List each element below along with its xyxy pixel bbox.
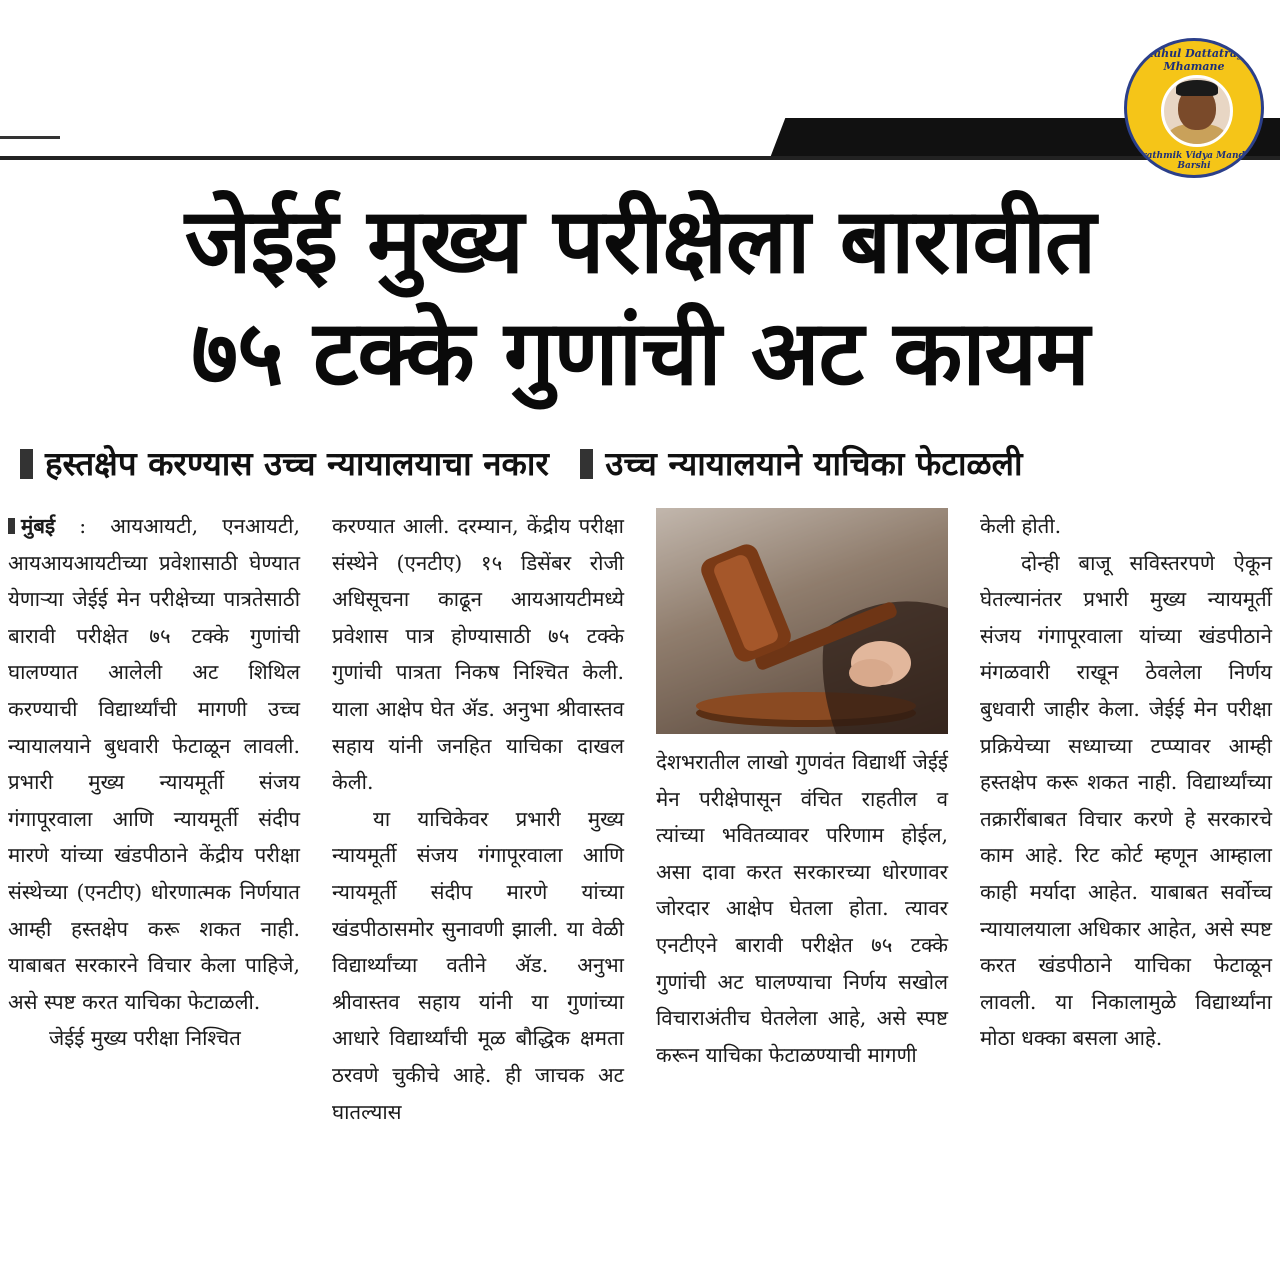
headline-line-2: ७५ टक्के गुणांची अट कायम [191, 301, 1089, 406]
col2-paragraph-2: या याचिकेवर प्रभारी मुख्य न्यायमूर्ती संजय गंगापूरवाला आणि न्यायमूर्ती संदीप मारणे यांच्या खंडपीठासमोर सुनावणी झाली. या वेळी विद्यार्थ्यांच्या वतीने ॲड. अनुभा श्रीवास्तव सहाय यांनी या गुणांच्या आधारे विद्यार्थ्यांची मूळ बौद्धिक क्षमता ठरवणे चुकीचे आहे. ही जाचक अट घातल्यास [332, 806, 624, 1124]
article-column-4 [980, 508, 1272, 1057]
article-column-1: मुंबई : आयआयटी, एनआयटी, आयआयआयटीच्या प्रवेशासाठी घेण्यात येणाऱ्या जेईई मेन परीक्षेच्या पात्रतेसाठी बारावी परीक्षेत ७५ टक्के गुणांची घालण्यात आलेली अट शिथिल करण्याची विद्यार्थ्यांची मागणी उच्च न्यायालयाने बुधवारी फेटाळून लावली. प्रभारी मुख्य न्यायमूर्ती संजय गंगापूरवाला आणि न्यायमूर्ती संदीप मारणे यांच्या खंडपीठाने केंद्रीय परीक्षा संस्थेच्या (एनटीए) धोरणात्मक निर्णयात आम्ही हस्तक्षेप करू शकत नाही. याबाबत सरकारने विचार केला पाहिजे, असे स्पष्ट करत याचिका फेटाळली. जेईई मुख्य परीक्षा निश्चित [8, 508, 300, 1057]
logo-portrait [1161, 75, 1233, 147]
gavel-photo [656, 508, 948, 734]
dateline-bullet [8, 518, 15, 534]
col1-paragraph-1: आयआयटी, एनआयटी, आयआयआयटीच्या प्रवेशासाठी घेण्यात येणाऱ्या जेईई मेन परीक्षेच्या पात्रतेसाठी बारावी परीक्षेत ७५ टक्के गुणांची घालण्यात आलेली अट शिथिल करण्याची विद्यार्थ्यांची मागणी उच्च न्यायालयाने बुधवारी फेटाळून लावली. प्रभारी मुख्य न्यायमूर्ती संजय गंगापूरवाला आणि न्यायमूर्ती संदीप मारणे यांच्या खंडपीठाने केंद्रीय परीक्षा संस्थेच्या (एनटीए) धोरणात्मक निर्णयात आम्ही हस्तक्षेप करू शकत नाही. याबाबत सरकारने विचार केला पाहिजे, असे स्पष्ट करत याचिका फेटाळली. [8, 514, 300, 1014]
sub-headline [20, 438, 1270, 490]
subhead-2: उच्च न्यायालयाने याचिका फेटाळली [605, 444, 1023, 483]
gavel-illustration [656, 508, 948, 734]
logo-name-text: Rahul Dattatray Mhamane [1144, 47, 1244, 73]
top-divider [0, 156, 1280, 160]
col4-paragraph-1: केली होती. [980, 514, 1062, 538]
col4-paragraph-2: दोन्ही बाजू सविस्तरपणे ऐकून घेतल्यानंतर प्रभारी मुख्य न्यायमूर्ती संजय गंगापूरवाला यांच्या खंडपीठाने मंगळवारी राखून ठेवलेला निर्णय बुधवारी जाहीर केला. जेईई मेन परीक्षा प्रक्रियेच्या सध्याच्या टप्प्यावर आम्ही हस्तक्षेप करू शकत नाही. विद्यार्थ्यांच्या तक्रारींबाबत विचार करणे हे सरकारचे काम आहे. रिट कोर्ट म्हणून आम्हाला काही मर्यादा आहेत. याबाबत सर्वोच्च न्यायालयाला अधिकार आहेत, असे स्पष्ट करत खंडपीठाने याचिका फेटाळून लावली. या निकालामुळे विद्यार्थ्यांना मोठा धक्का बसला आहे. [980, 550, 1272, 1051]
logo-school-text: Prathmik Vidya Mandir Barshi [1135, 151, 1253, 171]
article-column-3 [656, 744, 948, 1073]
subhead-bullet-1 [20, 449, 33, 479]
portrait-hair [1176, 80, 1218, 96]
top-thin-rule [0, 136, 60, 139]
headline-line-1: जेईई मुख्य परीक्षेला बारावीत [184, 189, 1096, 294]
subhead-bullet-2 [580, 449, 593, 479]
col3-paragraph-1: देशभरातील लाखो गुणवंत विद्यार्थी जेईई मेन परीक्षेपासून वंचित राहतील व त्यांच्या भवितव्यावर परिणाम होईल, असा दावा करत सरकारच्या धोरणावर जोरदार आक्षेप घेतला होता. त्यावर एनटीएने बारावी परीक्षेत ७५ टक्के गुणांची अट घालण्याचा निर्णय सखोल विचाराअंतीच घेतलेला आहे, असे स्पष्ट करून याचिका फेटाळण्याची मागणी [656, 750, 948, 1067]
subhead-1: हस्तक्षेप करण्यास उच्च न्यायालयाचा नकार [45, 444, 549, 483]
article-column-2 [332, 508, 624, 1130]
headline [20, 186, 1260, 410]
dateline: मुंबई [21, 514, 56, 538]
col2-paragraph-1: करण्यात आली. दरम्यान, केंद्रीय परीक्षा संस्थेने (एनटीए) १५ डिसेंबर रोजी अधिसूचना काढून आयआयटीमध्ये प्रवेशास पात्र होण्यासाठी ७५ टक्के गुणांची पात्रता निकष निश्चित केली. याला आक्षेप घेत ॲड. अनुभा श्रीवास्तव सहाय यांनी जनहित याचिका दाखल केली. [332, 514, 624, 795]
col1-paragraph-2: जेईई मुख्य परीक्षा निश्चित [49, 1026, 241, 1051]
watermark-logo [1124, 38, 1264, 178]
